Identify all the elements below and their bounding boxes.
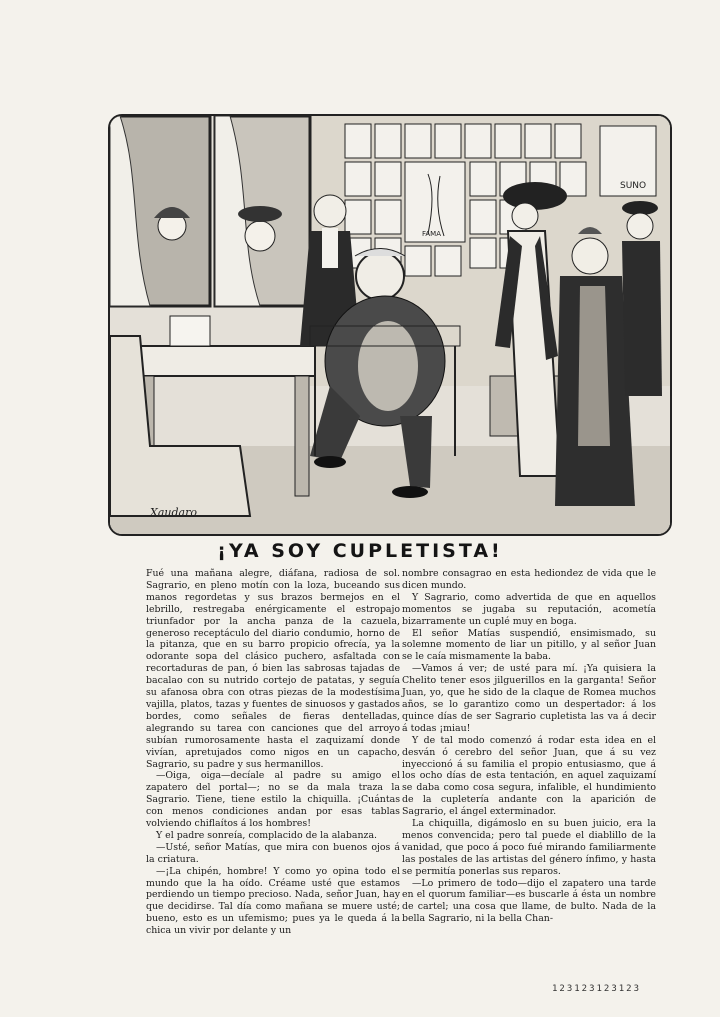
- paragraph: Y el padre sonreía, complacido de la alabanza.: [156, 829, 378, 841]
- cartoon-drawing: [110, 116, 670, 534]
- article-title: ¡YA SOY CUPLETISTA!: [217, 540, 503, 562]
- paragraph: —Vamos á ver; de usté para mí. ¡Ya quisiera la Chelito tener esos jilguerillos en la garganta! Señor Juan, yo, que he sido de la claque de Romea muchos años, se lo garantizo como un despertador: á los quince días de ser Sagrario cupletista las va á decir á todas ¡miau!: [402, 663, 656, 734]
- poster-label-fama: FAMA: [422, 230, 442, 238]
- paragraph: Y Sagrario, como advertida de que en aquellos momentos se jugaba su reputación, acometía bizarramente un cuplé muy en boga.: [402, 591, 656, 627]
- paragraph: Fué una mañana alegre, diáfana, radiosa de sol. Sagrario, en pleno motín con la loza, buceando sus manos regordetas y sus brazos bermejos en el lebrillo, restregaba enérgicamente el estropajo triunfador por la ancha panza de la cazuela, generoso receptáculo del diario condumio, horno de la pitanza, que en su barro propicio ofrecía, ya la odorante sopa del clásico puchero, asfaltada con recortaduras de pan, ó bien las sabrosas tajadas de bacalao con su nutrido cortejo de patatas, y seguía su afanosa obra con otras piezas de la modestísima vajilla, platos, tazas y fuentes de sinuosos y gastados bordes, como señales de fieras dentelladas, alegrando su tarea con canciones que del arroyo subían rumorosamente hasta el zaquizamí donde vivían, apretujados como nigos en un capacho, Sagrario, su padre y sus hermanillos.: [146, 568, 400, 770]
- paragraph: El señor Matías suspendió, ensimismado, su solemne momento de liar un pitillo, y al señor Juan se le caía mismamente la baba.: [402, 627, 656, 663]
- paragraph: —Oiga, oiga—decíale al padre su amigo el zapatero del portal—; no se da mala traza la Sagrario. Tiene, tiene estilo la chiquilla. ¡Cuántas con menos condiciones andan por esas tablas volviendo chiflaítos á los hombres!: [146, 770, 400, 830]
- paragraph: La chiquilla, digámoslo en su buen juicio, era la menos convencida; pero tal puede el diablillo de la vanidad, que poco á poco fué mirando familiarmente las postales de las artistas del género ínfimo, y hasta se permitía ponerlas sus reparos.: [402, 818, 656, 877]
- paragraph: —Lo primero de todo—dijo el zapatero una tarde en el quorum familiar—es buscarle á ésta un nombre de cartel; una cosa que llame, de bulto. Nada de la bella Sagrario, ni la bella Chan-: [402, 877, 656, 925]
- artist-signature: Xaudaro: [150, 506, 197, 519]
- paragraph: —Usté, señor Matías, que mira con buenos ojos á la criatura.: [146, 841, 400, 865]
- right-column: [402, 568, 656, 925]
- paragraph: —¡La chipén, hombre! Y como yo opina todo el mundo que la ha oído. Créame usté que estamos perdiendo un tiempo precioso. Nada, señor Juan, hay que decidirse. Tal día como mañana se muere usté; bueno, esto es un ufemismo; pues ya le queda á la chica un vivir por delante y un: [146, 865, 400, 937]
- poster-label-suno: SUNO: [620, 181, 647, 191]
- paragraph: nombre consagrao en esta hediondez de vida que le dicen mundo.: [402, 568, 656, 591]
- cartoon-illustration: [108, 114, 672, 536]
- left-column: [146, 568, 400, 937]
- paragraph: Y de tal modo comenzó á rodar esta idea en el desván ó cerebro del señor Juan, que á su vez inyeccionó á su familia el propio entusiasmo, que á los ocho días de esta tentación, en aquel zaquizamí se daba como cosa segura, infalible, el hundimiento de la cupletería andante con la aparición de Sagrario, el ángel exterminador.: [402, 734, 656, 818]
- footer-code: 123123123123: [552, 984, 642, 994]
